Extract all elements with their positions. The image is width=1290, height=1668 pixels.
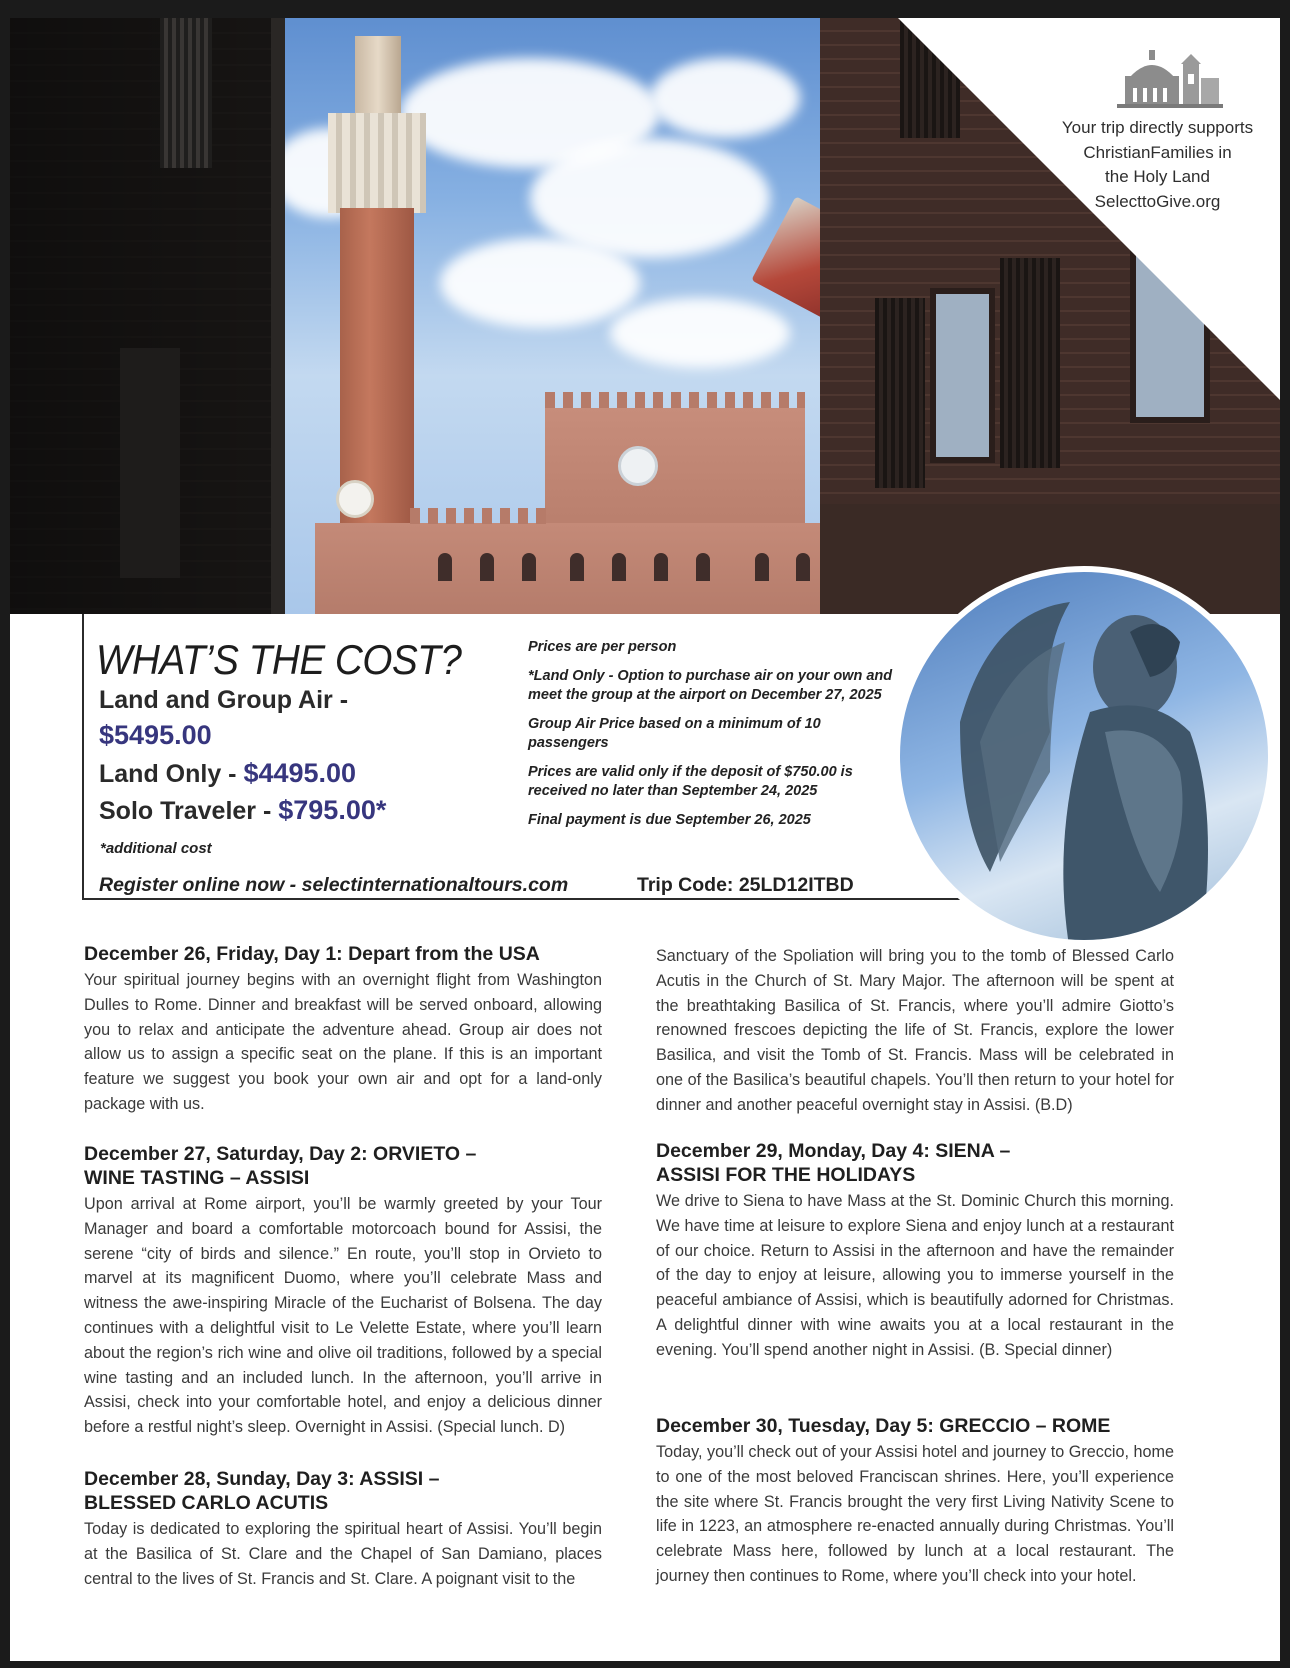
day3-continued-body: Sanctuary of the Spoliation will bring you to the tomb of Blessed Carlo Acutis in the Church of St. Mary Major. The afternoon will be spent at the breathtaking Basilica of St. Francis, where you’ll admire Giotto’s renowned frescoes depicting the life of St. Francis, explore the lower Basilica, and visit the Tomb of St. Francis. Mass will be celebrated in one of the Basilica’s beautiful chapels. You’ll then return to your hotel for dinner and another peaceful overnight stay in Assisi. (B.D) bbox=[656, 947, 1174, 1114]
land-only-line bbox=[99, 758, 356, 789]
support-notice bbox=[1050, 116, 1265, 214]
day5-heading: December 30, Tuesday, Day 5: GRECCIO – ROME bbox=[656, 1415, 1111, 1437]
day4-heading bbox=[656, 1139, 1174, 1187]
day1-section bbox=[84, 942, 602, 1117]
palazzo-clock bbox=[618, 446, 658, 486]
day3-heading bbox=[84, 1467, 602, 1515]
day2-heading-line2: WINE TASTING – ASSISI bbox=[84, 1167, 310, 1189]
day4-heading-line1: December 29, Monday, Day 4: SIENA – bbox=[656, 1140, 1011, 1162]
day4-heading-line2: ASSISI FOR THE HOLIDAYS bbox=[656, 1164, 916, 1186]
land-air-label: Land and Group Air - bbox=[99, 686, 349, 714]
brochure-page bbox=[10, 18, 1280, 1661]
price-notes bbox=[528, 638, 893, 839]
support-line-1: Your trip directly supports bbox=[1061, 118, 1254, 137]
land-only-price: $4495.00 bbox=[243, 758, 357, 788]
additional-cost-note: *additional cost bbox=[100, 840, 212, 857]
day5-body: Today, you’ll check out of your Assisi hotel and journey to Greccio, home to one of the most beloved Franciscan shrines. Here, you’ll experience the site where St. Francis brought the very first Living Nativity Scene to life in 1223, an atmosphere re-enacted annually during Christmas. You’ll celebrate Mass here, followed by lunch at a local restaurant. The journey then continues to Rome, where you’ll check into your hotel. bbox=[656, 1443, 1174, 1585]
price-note: Final payment is due September 26, 2025 bbox=[528, 811, 811, 828]
register-link[interactable]: Register online now - selectinternationaltours.com bbox=[99, 874, 569, 896]
cost-title: WHAT’S THE COST? bbox=[96, 636, 462, 683]
solo-label: Solo Traveler - bbox=[99, 797, 279, 825]
price-note: *Land Only - Option to purchase air on your own and meet the group at the airport on December 27, 2025 bbox=[528, 667, 893, 703]
day3-heading-line1: December 28, Sunday, Day 3: ASSISI – bbox=[84, 1468, 440, 1490]
day1-heading: December 26, Friday, Day 1: Depart from the USA bbox=[84, 943, 540, 965]
day3-heading-line2: BLESSED CARLO ACUTIS bbox=[84, 1492, 329, 1514]
price-note: Prices are per person bbox=[528, 639, 677, 655]
day3-continued bbox=[656, 944, 1174, 1118]
solo-line bbox=[99, 795, 386, 826]
day2-heading bbox=[84, 1142, 602, 1190]
support-line-3: the Holy Land bbox=[1105, 167, 1210, 186]
day2-section bbox=[84, 1142, 602, 1440]
support-line-2: ChristianFamilies in bbox=[1083, 142, 1232, 162]
price-note: Group Air Price based on a minimum of 10 passengers bbox=[528, 715, 821, 751]
day3-section bbox=[84, 1467, 602, 1591]
day2-body: Upon arrival at Rome airport, you’ll be warmly greeted by your Tour Manager and board a comfortable motorcoach bound for Assisi, the serene “city of birds and silence.” En route, you’ll stop in Orvieto to marvel at its magnificent Duomo, where you’ll celebrate Mass and witness the awe-inspiring Miracle of the Eucharist of Bolsena. The day continues with a delightful visit to Le Velette Estate, where you’ll learn about the region’s rich wine and olive oil traditions, followed by a special wine tasting and an included lunch. In the afternoon, you’ll arrive in Assisi, check into your comfortable hotel, and enjoy a delicious dinner before a restful night’s sleep. Overnight in Assisi. (Special lunch. D) bbox=[84, 1195, 602, 1437]
day2-heading-line1: December 27, Saturday, Day 2: ORVIETO – bbox=[84, 1143, 477, 1165]
tower-spire bbox=[355, 36, 401, 116]
tower-belfry bbox=[328, 113, 426, 213]
day4-body: We drive to Siena to have Mass at the St. Dominic Church this morning. We have time at leisure to explore Siena and enjoy lunch at a restaurant of our choice. Return to Assisi in the afternoon and have the remainder of the day to enjoy at leisure, allowing you to immerse yourself in the peaceful ambiance of Assisi, which is beautifully adorned for Christmas. A delightful dinner with wine awaits you at a local restaurant in the evening. You’ll spend another night in Assisi. (B. Special dinner) bbox=[656, 1192, 1174, 1359]
palazzo-pubblico bbox=[315, 523, 855, 614]
day4-section bbox=[656, 1139, 1174, 1363]
solo-price: $795.00* bbox=[278, 795, 387, 825]
land-air-price-line bbox=[99, 720, 212, 751]
siena-hero-photo bbox=[10, 18, 1280, 614]
palazzo-upper bbox=[545, 408, 805, 528]
angel-statue-photo bbox=[894, 566, 1274, 946]
day5-section bbox=[656, 1414, 1174, 1589]
land-air-price: $5495.00 bbox=[99, 720, 212, 750]
price-note: Prices are valid only if the deposit of $750.00 is received no later than September 24, 2025 bbox=[528, 763, 853, 799]
land-only-label: Land Only - bbox=[99, 760, 244, 788]
day1-body: Your spiritual journey begins with an overnight flight from Washington Dulles to Rome. Dinner and breakfast will be served onboard, allowing you to relax and anticipate the adventure ahead. Group air does not allow us to assign a specific seat on the plane. If this is an important feature we suggest you book your own air and opt for a land-only package with us. bbox=[84, 971, 602, 1113]
church-logo-icon bbox=[1115, 48, 1225, 110]
tower-clock bbox=[336, 480, 374, 518]
left-building bbox=[10, 18, 285, 614]
trip-code: Trip Code: 25LD12ITBD bbox=[637, 874, 854, 896]
support-link[interactable]: SelecttoGive.org bbox=[1094, 191, 1221, 211]
day3-body: Today is dedicated to exploring the spiritual heart of Assisi. You’ll begin at the Basilica of St. Clare and the Chapel of San Damiano, places central to the lives of St. Francis and St. Clare. A poignant visit to the bbox=[84, 1520, 602, 1588]
